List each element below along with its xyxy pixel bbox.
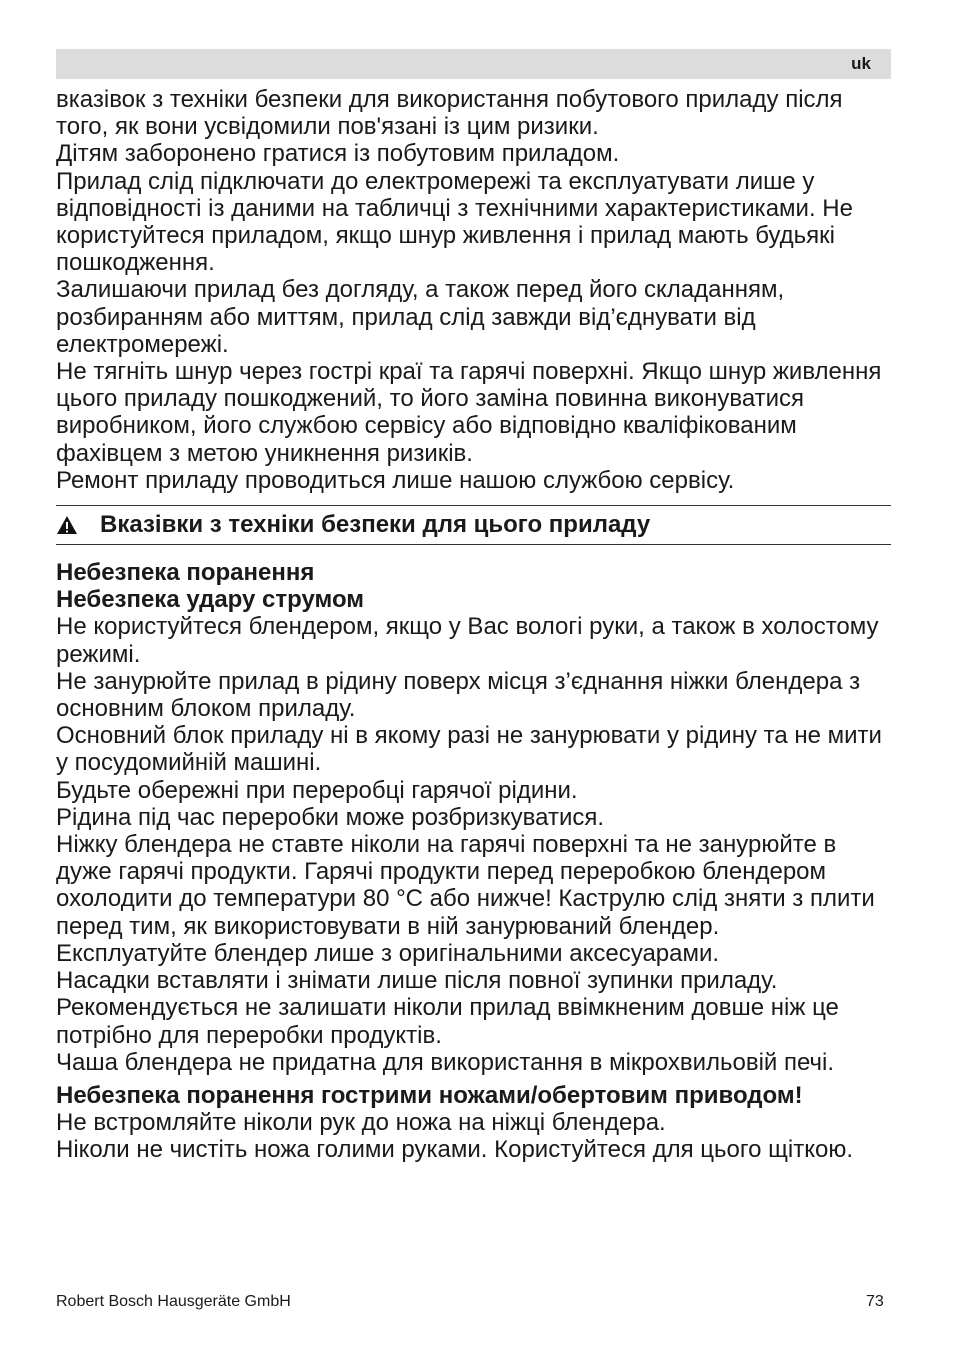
safety-paragraph: Експлуатуйте блендер лише з оригінальними аксесуарами. — [56, 939, 720, 967]
page-number: 73 — [866, 1293, 884, 1310]
intro-paragraph: Дітям заборонено гратися із побутовим приладом. — [56, 140, 620, 168]
intro-paragraph: Ремонт приладу проводиться лише нашою службою сервісу. — [56, 466, 735, 494]
section-title: Вказівки з техніки безпеки для цього приладу — [100, 511, 651, 539]
safety-section-header — [56, 505, 891, 545]
danger-heading-blades: Небезпека поранення гострими ножами/обертовим приводом! — [56, 1081, 803, 1109]
safety-paragraph: Основний блок приладу ні в якому разі не занурювати у рідину та не мити у посудомийній машині. — [56, 722, 882, 777]
safety-paragraph: Насадки вставляти і знімати лише після повної зупинки приладу. — [56, 967, 778, 995]
intro-paragraph: Залишаючи прилад без догляду, а також перед його складанням, розбиранням або миттям, прилад слід завжди від’єднувати від електромережі. — [56, 276, 785, 358]
safety-paragraph: Не користуйтеся блендером, якщо у Вас вологі руки, а також в холостому режимі. — [56, 613, 879, 668]
safety-paragraph: Не встромляйте ніколи рук до ножа на ніжці блендера. — [56, 1109, 666, 1137]
safety-paragraph: Не занурюйте прилад в рідину поверх місця з’єднання ніжки блендера з основним блоком приладу. — [56, 667, 861, 723]
safety-paragraph: Будьте обережні при переробці гарячої рідини. — [56, 776, 578, 804]
intro-paragraph: вказівок з техніки безпеки для використання побутового приладу після того, як вони усвідомили пов'язані із цим ризики. — [56, 86, 843, 141]
page-content — [56, 86, 896, 1164]
warning-triangle-icon — [56, 515, 78, 535]
language-code: uk — [851, 54, 871, 73]
safety-paragraph: Ніжку блендера не ставте ніколи на гарячі поверхні та не занурюйте в дуже гарячі продукти. Гарячі продукти перед переробкою блендером охолодити до температури 80 °C або нижче! Каструлю слід зняти з плити перед тим, як використовувати в ній занурюваний блендер. — [56, 831, 875, 940]
safety-paragraph: Чаша блендера не придатна для використання в мікрохвильовій печі. — [56, 1048, 835, 1076]
intro-paragraph: Не тягніть шнур через гострі краї та гарячі поверхні. Якщо шнур живлення цього приладу пошкоджений, то його заміна повинна виконуватися виробником, його службою сервісу або відповідно кваліфікованим фахівцем з метою уникнення ризиків. — [56, 358, 882, 467]
safety-paragraph: Рекомендується не залишати ніколи прилад ввімкненим довше ніж це потрібно для переробки продуктів. — [56, 994, 839, 1049]
intro-paragraph: Прилад слід підключати до електромережі та експлуатувати лише у відповідності із даними на табличці з технічними характеристиками. Не користуйтеся приладом, якщо шнур живлення і прилад мають будьякі пошкодження. — [56, 167, 853, 277]
footer-company: Robert Bosch Hausgeräte GmbH — [56, 1293, 291, 1310]
language-header-bar — [56, 49, 891, 79]
danger-heading-injury: Небезпека поранення — [56, 559, 315, 587]
danger-heading-electric-shock: Небезпека удару струмом — [56, 586, 365, 614]
safety-paragraph: Ніколи не чистіть ножа голими руками. Користуйтеся для цього щіткою. — [56, 1136, 853, 1164]
safety-paragraph: Рідина під час переробки може розбризкуватися. — [56, 803, 605, 831]
